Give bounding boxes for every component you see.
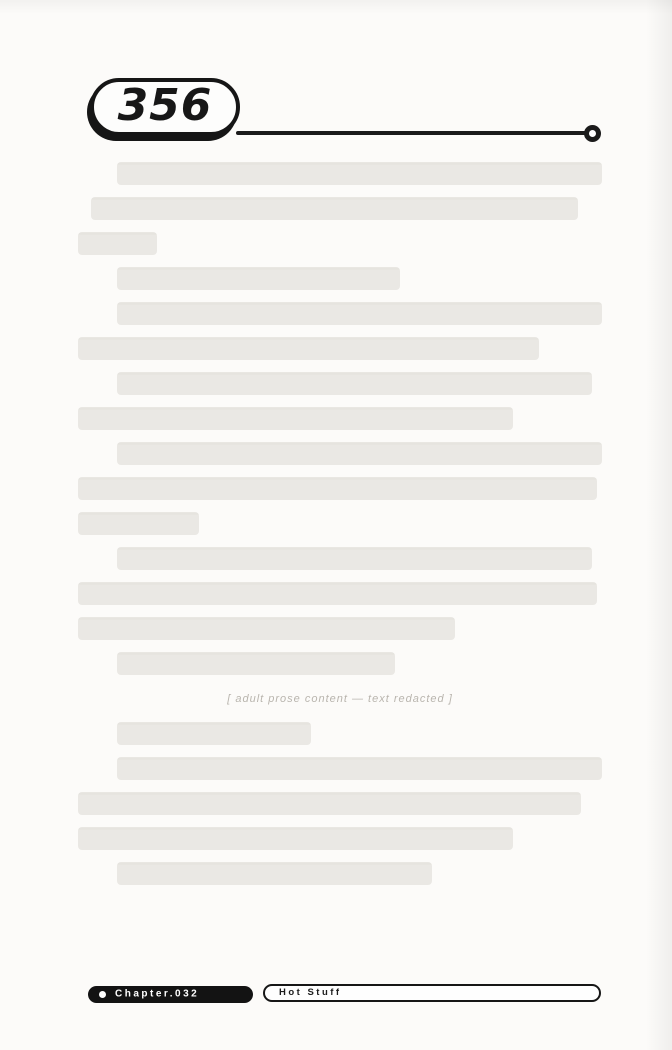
paragraph-gap (78, 687, 602, 710)
redacted-text-line (117, 862, 431, 885)
redacted-text-line (78, 407, 513, 430)
redacted-text-line (78, 827, 513, 850)
redacted-text-line (78, 232, 157, 255)
redacted-text-line (117, 547, 591, 570)
page-top-shading (0, 0, 672, 14)
redacted-text-line (78, 512, 199, 535)
redacted-text-line (78, 617, 455, 640)
redacted-text-line (117, 372, 591, 395)
redacted-text-line (117, 757, 602, 780)
header-rule-line (236, 131, 588, 135)
page-gutter-shading (646, 0, 672, 1050)
redacted-text-line (91, 197, 578, 220)
redacted-text-line (117, 442, 602, 465)
body-text-block (78, 162, 602, 897)
redacted-text-line (78, 792, 581, 815)
rule-end-ring-icon (584, 125, 601, 142)
redacted-text-line (78, 582, 597, 605)
page-number: 356 (117, 79, 213, 131)
bullet-dot-icon (99, 991, 106, 998)
redacted-text-line (117, 162, 602, 185)
redacted-text-line (117, 652, 395, 675)
redacted-text-line (117, 722, 311, 745)
redacted-text-line (117, 267, 400, 290)
chapter-pill (88, 986, 253, 1003)
redaction-notice: [ adult prose content — text redacted ] (227, 692, 453, 705)
book-title-pill (263, 984, 601, 1002)
book-title-label: Hot Stuff (279, 987, 342, 999)
chapter-label: Chapter.032 (115, 988, 200, 999)
redacted-text-line (78, 337, 539, 360)
page-number-badge (90, 78, 240, 136)
redacted-text-line (117, 302, 602, 325)
redacted-text-line (78, 477, 597, 500)
